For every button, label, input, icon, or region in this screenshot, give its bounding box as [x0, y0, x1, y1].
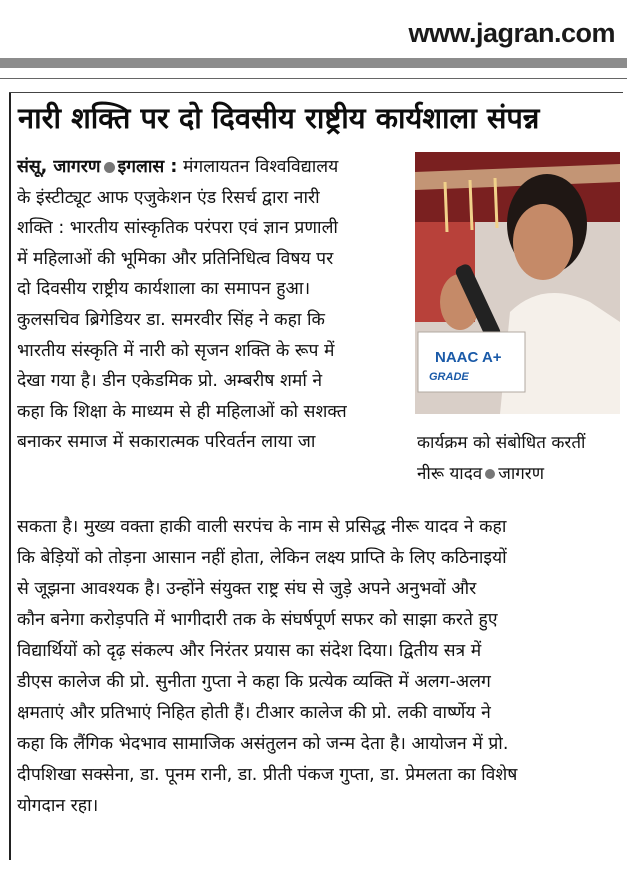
caption-line: नीरू यादव जागरण [417, 464, 545, 484]
story-line: के इंस्टीट्यूट आफ एजुकेशन एंड रिसर्च द्वारा नारी [17, 187, 320, 208]
story-line: बनाकर समाज में सकारात्मक परिवर्तन लाया जा [17, 432, 316, 453]
story-line: कि बेड़ियों को तोड़ना आसान नहीं होता, लेकिन लक्ष्य प्राप्ति के लिए कठिनाइयों [17, 548, 507, 568]
article-body-top [17, 152, 412, 458]
article-headline: नारी शक्ति पर दो दिवसीय राष्ट्रीय कार्यशाला संपन्न [18, 101, 540, 135]
story-line: कुलसचिव ब्रिगेडियर डा. समरवीर सिंह ने कहा कि [17, 309, 325, 330]
speaker-photo-illustration [415, 152, 620, 414]
story-line: कौन बनेगा करोड़पति में भागीदारी तक के संघर्षपूर्ण सफर को साझा करते हुए [17, 610, 498, 630]
story-line: कहा कि लैंगिक भेदभाव सामाजिक असंतुलन को जन्म देता है। आयोजन में प्रो. [17, 734, 509, 754]
header-thin-rule [0, 78, 627, 79]
story-line: में महिलाओं की भूमिका और प्रतिनिधित्व विषय पर [17, 248, 334, 269]
article-box-top-border [9, 92, 623, 93]
header-rule [0, 58, 627, 68]
photo-banner-text: NAAC A+ [435, 349, 502, 366]
bullet-dot-icon [104, 162, 115, 173]
story-line: शक्ति : भारतीय सांस्कृतिक परंपरा एवं ज्ञान प्रणाली [17, 218, 338, 239]
photo-credit: जागरण [498, 464, 545, 484]
photo-caption [417, 428, 622, 490]
location: इगलास : [117, 157, 178, 177]
photo-banner-sub: GRADE [429, 371, 469, 383]
story-line: योगदान रहा। [17, 796, 99, 816]
caption-line: कार्यक्रम को संबोधित करतीं [417, 433, 586, 453]
story-line: कहा कि शिक्षा के माध्यम से ही महिलाओं को सशक्त [17, 401, 347, 422]
story-line: दीपशिखा सक्सेना, डा. पूनम रानी, डा. प्रीती पंकज गुप्ता, डा. प्रेमलता का विशेष [17, 765, 518, 785]
article-box-left-border [9, 92, 11, 860]
story-line: दो दिवसीय राष्ट्रीय कार्यशाला का समापन हुआ। [17, 279, 311, 300]
story-line: से जूझना आवश्यक है। उन्होंने संयुक्त राष्ट्र संघ से जुड़े अपने अनुभवों और [17, 579, 477, 599]
story-line: सकता है। मुख्य वक्ता हाकी वाली सरपंच के नाम से प्रसिद्ध नीरू यादव ने कहा [17, 517, 507, 537]
story-line: भारतीय संस्कृति में नारी को सृजन शक्ति के रूप में [17, 340, 335, 361]
article-photo [415, 152, 620, 414]
story-line: विद्यार्थियों को दृढ़ संकल्प और निरंतर प्रयास का संदेश दिया। द्वितीय सत्र में [17, 641, 482, 661]
bullet-dot-icon [485, 469, 495, 479]
site-url[interactable]: www.jagran.com [408, 18, 615, 48]
story-line: देखा गया है। डीन एकेडमिक प्रो. अम्बरीष शर्मा ने [17, 371, 323, 392]
article-body-bottom [17, 512, 617, 822]
dateline: संसू, जागरण [17, 157, 101, 177]
story-line: डीएस कालेज की प्रो. सुनीता गुप्ता ने कहा कि प्रत्येक व्यक्ति में अलग-अलग [17, 672, 491, 692]
story-line: संसू, जागरण इगलास : मंगलायतन विश्वविद्यालय [17, 157, 339, 177]
story-line: क्षमताएं और प्रतिभाएं निहित होती हैं। टीआर कालेज की प्रो. लकी वार्ष्णेय ने [17, 703, 491, 723]
